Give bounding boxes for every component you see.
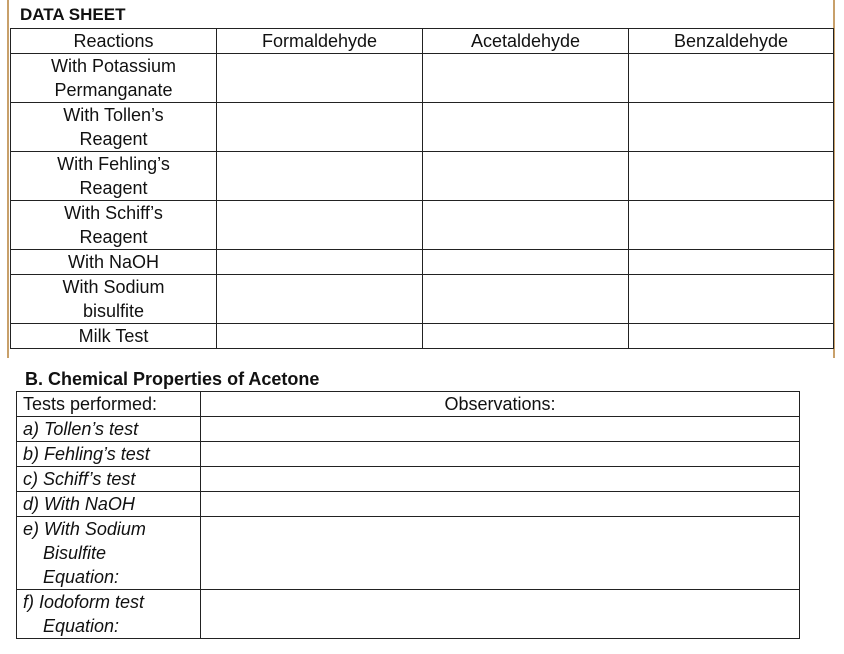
acetone-properties-table [16, 391, 800, 639]
test-cell [17, 492, 201, 517]
equation-label: Equation: [43, 616, 120, 636]
table-row [17, 417, 800, 442]
acetaldehyde-result-cell[interactable] [423, 201, 629, 250]
formaldehyde-result-cell[interactable] [217, 103, 423, 152]
data-sheet-table [10, 28, 834, 349]
reaction-cell [11, 201, 217, 250]
table-row [17, 590, 800, 639]
observation-cell[interactable] [201, 590, 800, 639]
test-label: c) Schiff’s test [23, 469, 136, 489]
table-row [11, 324, 834, 349]
reaction-cell [11, 275, 217, 324]
reaction-label-line1: With Sodium [62, 277, 165, 297]
benzaldehyde-result-cell[interactable] [629, 103, 834, 152]
observation-cell[interactable] [201, 442, 800, 467]
test-label-continued: Bisulfite [43, 543, 107, 563]
reaction-cell [11, 54, 217, 103]
table-row [11, 54, 834, 103]
table-row [17, 517, 800, 590]
frame-left-border [7, 0, 9, 358]
observation-cell[interactable] [201, 417, 800, 442]
reaction-label-line1: Milk Test [78, 326, 149, 346]
table-row [11, 103, 834, 152]
reaction-label-line1: With Potassium [50, 56, 177, 76]
test-cell [17, 417, 201, 442]
acetaldehyde-result-cell[interactable] [423, 275, 629, 324]
header-observations: Observations: [201, 392, 800, 417]
observation-cell[interactable] [201, 467, 800, 492]
observation-cell[interactable] [201, 492, 800, 517]
table-row [17, 467, 800, 492]
test-label: a) Tollen’s test [23, 419, 139, 439]
benzaldehyde-result-cell[interactable] [629, 275, 834, 324]
reaction-label-line2: Reagent [79, 178, 148, 198]
test-label: f) Iodoform test [23, 592, 145, 612]
data-sheet-title: DATA SHEET [20, 5, 126, 24]
formaldehyde-result-cell[interactable] [217, 250, 423, 275]
benzaldehyde-result-cell[interactable] [629, 201, 834, 250]
test-cell [17, 442, 201, 467]
table-row [11, 152, 834, 201]
reaction-label-line1: With NaOH [67, 252, 159, 272]
reaction-cell [11, 324, 217, 349]
test-cell [17, 517, 201, 590]
reaction-label-line1: With Fehling’s [57, 154, 170, 174]
benzaldehyde-result-cell[interactable] [629, 324, 834, 349]
test-label: e) With Sodium [23, 519, 146, 539]
header-reactions: Reactions [11, 29, 217, 54]
formaldehyde-result-cell[interactable] [217, 201, 423, 250]
test-cell [17, 590, 201, 639]
reaction-cell [11, 152, 217, 201]
acetaldehyde-result-cell[interactable] [423, 152, 629, 201]
reaction-label-line2: Reagent [79, 129, 148, 149]
equation-label: Equation: [43, 567, 120, 587]
reaction-cell [11, 103, 217, 152]
table-header-row [11, 29, 834, 54]
benzaldehyde-result-cell[interactable] [629, 250, 834, 275]
reaction-cell [11, 250, 217, 275]
formaldehyde-result-cell[interactable] [217, 324, 423, 349]
header-acetaldehyde: Acetaldehyde [423, 29, 629, 54]
table-row [17, 442, 800, 467]
formaldehyde-result-cell[interactable] [217, 54, 423, 103]
acetaldehyde-result-cell[interactable] [423, 103, 629, 152]
table-row [11, 275, 834, 324]
benzaldehyde-result-cell[interactable] [629, 54, 834, 103]
reaction-label-line1: With Tollen’s [63, 105, 164, 125]
table-header-row [17, 392, 800, 417]
reaction-label-line2: bisulfite [82, 301, 145, 321]
acetone-section-title: B. Chemical Properties of Acetone [25, 369, 320, 389]
acetaldehyde-result-cell[interactable] [423, 54, 629, 103]
formaldehyde-result-cell[interactable] [217, 275, 423, 324]
test-label: d) With NaOH [23, 494, 135, 514]
table-row [11, 201, 834, 250]
reaction-label-line2: Permanganate [54, 80, 173, 100]
table-row [11, 250, 834, 275]
benzaldehyde-result-cell[interactable] [629, 152, 834, 201]
header-benzaldehyde: Benzaldehyde [629, 29, 834, 54]
acetaldehyde-result-cell[interactable] [423, 324, 629, 349]
observation-cell[interactable] [201, 517, 800, 590]
header-formaldehyde: Formaldehyde [217, 29, 423, 54]
reaction-label-line1: With Schiff’s [64, 203, 163, 223]
formaldehyde-result-cell[interactable] [217, 152, 423, 201]
header-tests-performed: Tests performed: [17, 392, 201, 417]
reaction-label-line2: Reagent [79, 227, 148, 247]
table-row [17, 492, 800, 517]
acetaldehyde-result-cell[interactable] [423, 250, 629, 275]
test-cell [17, 467, 201, 492]
test-label: b) Fehling’s test [23, 444, 150, 464]
